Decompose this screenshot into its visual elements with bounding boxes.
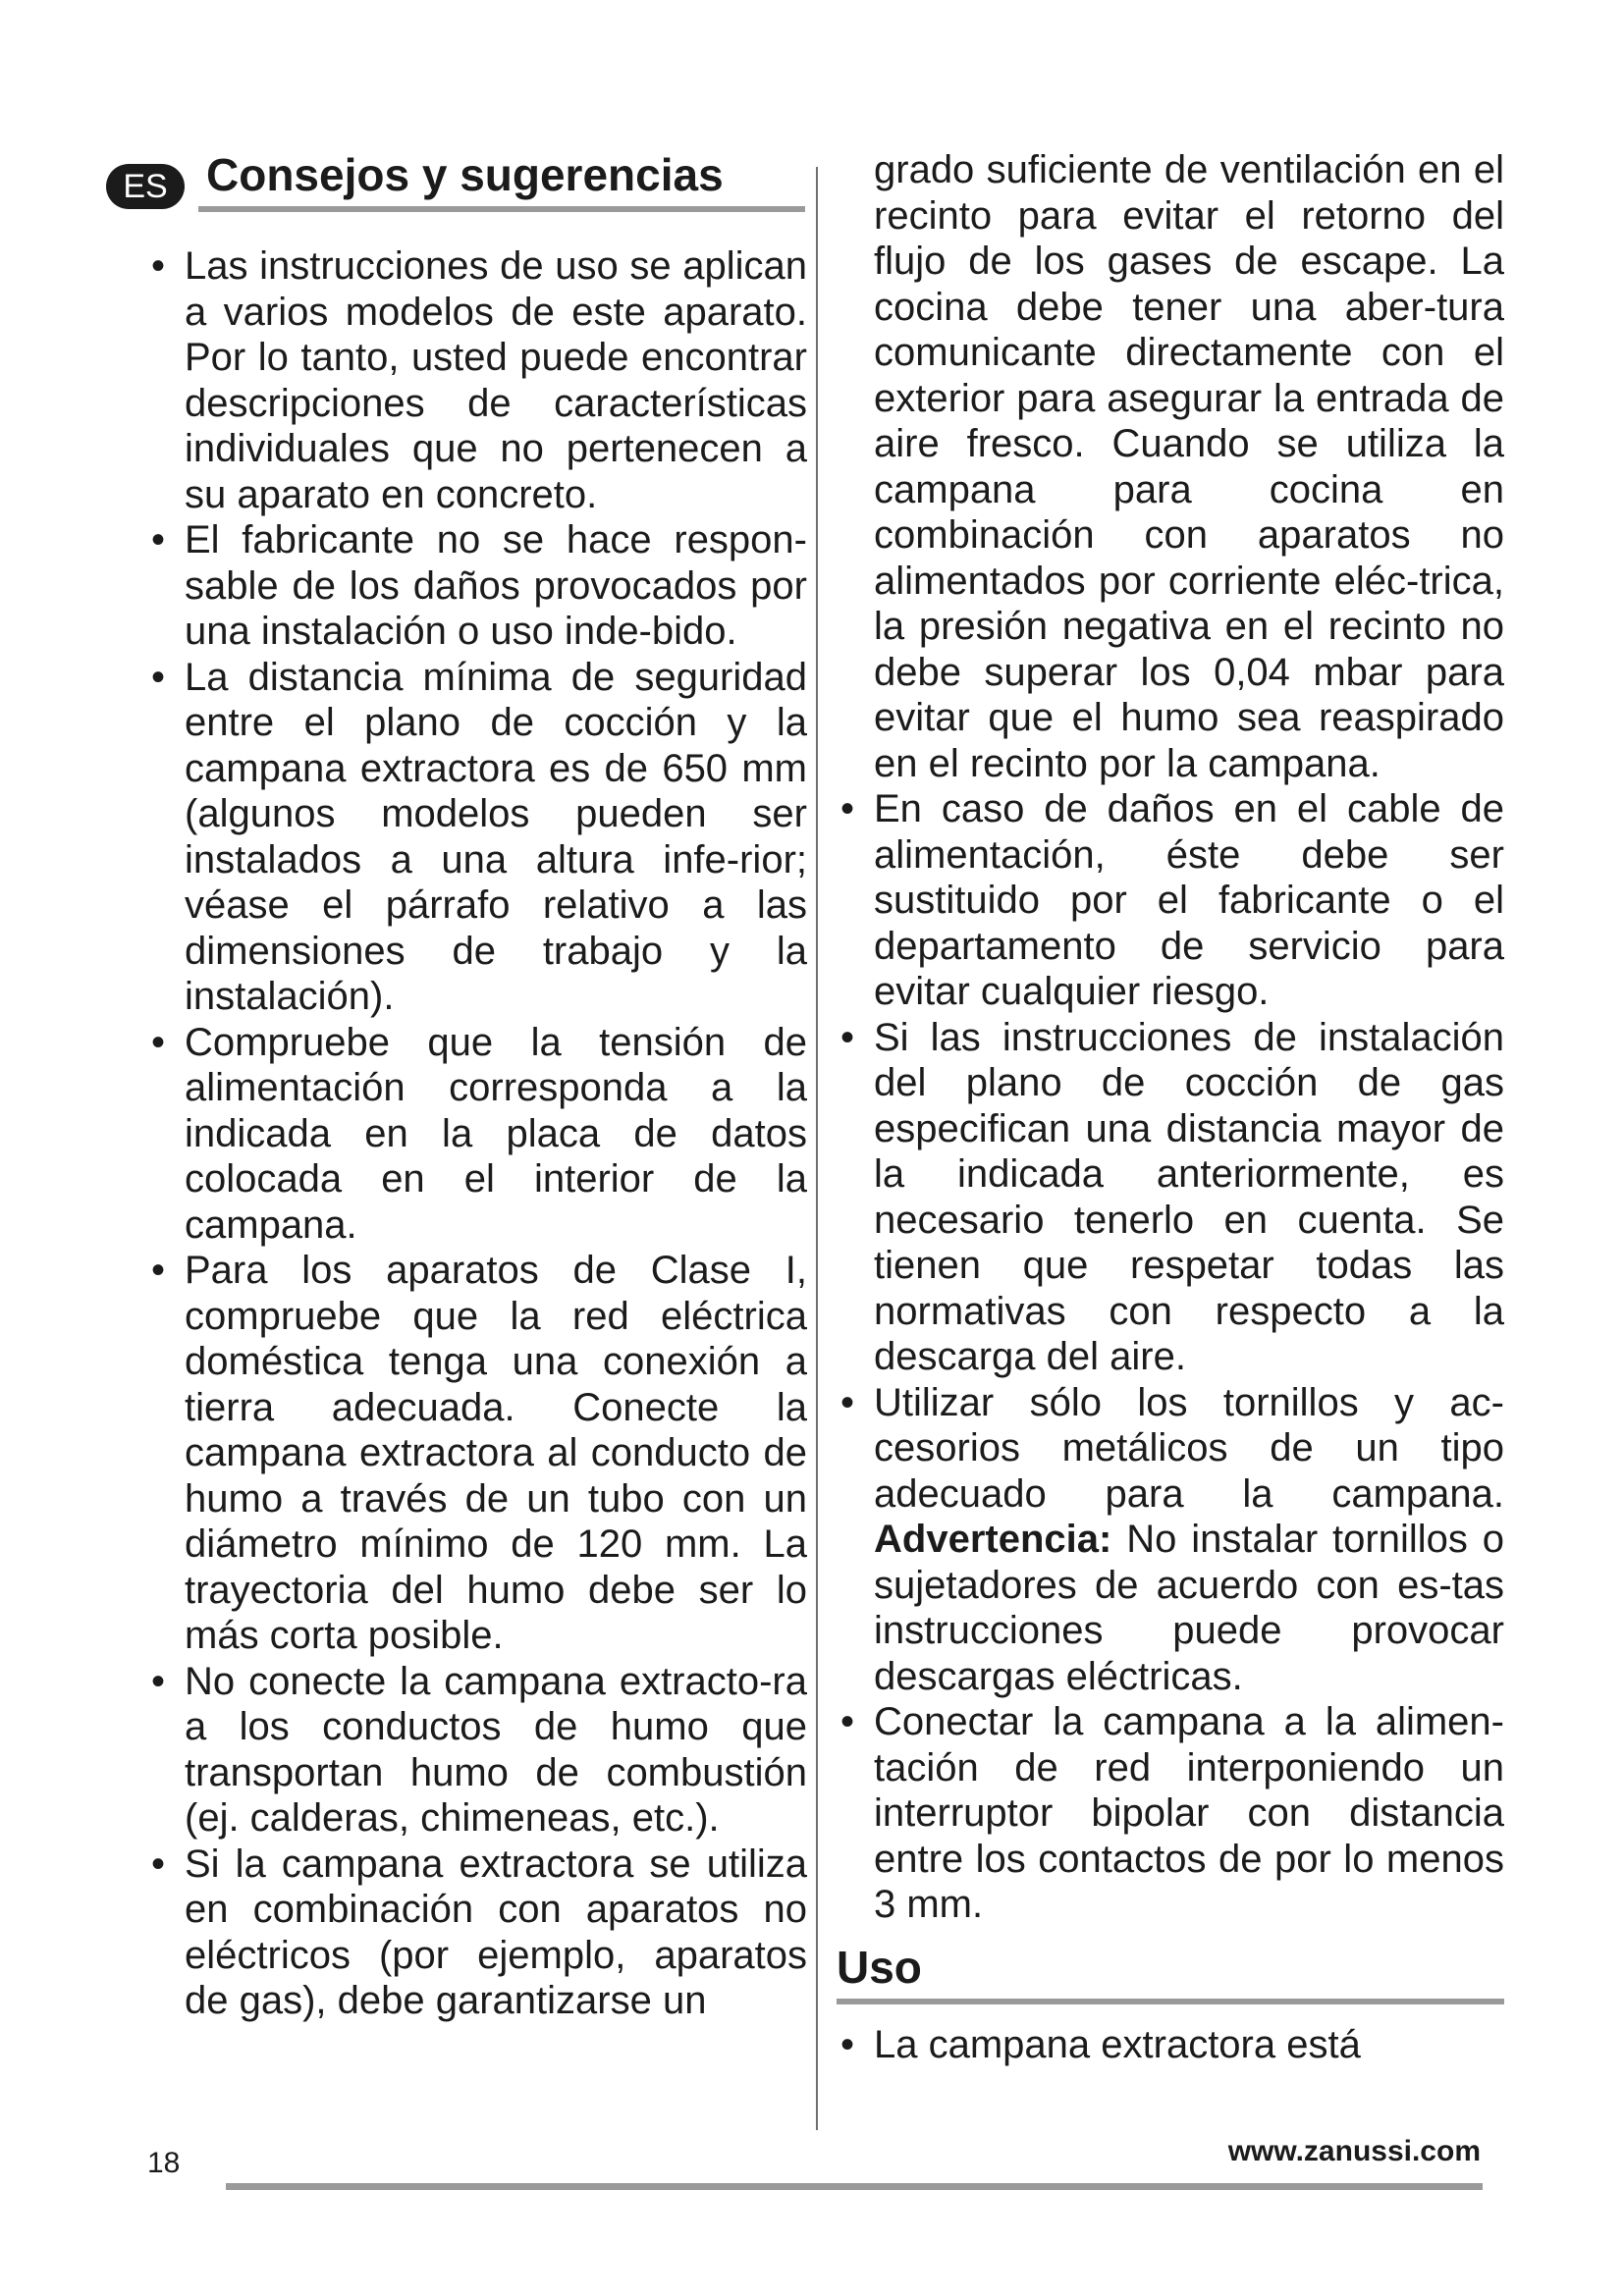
uso-rule xyxy=(837,1999,1504,2004)
list-item: • El fabricante no se hace respon-sable de los daños provocados por una instalación o uso inde-bido. xyxy=(147,517,807,655)
list-item: • Si la campana extractora se utiliza en combinación con aparatos no eléctricos (por ejemplo, aparatos de gas), debe garantizarse un xyxy=(147,1842,807,2024)
continued-paragraph: grado suficiente de ventilación en el recinto para evitar el retorno del flujo de los gases de escape. La cocina debe tener una aber-tura comunicante directamente con el exterior para asegurar la entrada de aire fresco. Cuando se utiliza la campana para cocina en combinación con aparatos no alimentados por corriente eléc-trica, la presión negativa en el recinto no debe superar los 0,04 mbar para evitar que el humo sea reaspirado en el recinto por la campana. xyxy=(874,148,1504,785)
tips-list xyxy=(147,243,807,2024)
footer-rule xyxy=(226,2183,1483,2190)
tips-list-continued xyxy=(837,786,1504,1928)
list-item: • No conecte la campana extracto-ra a los conductos de humo que transportan humo de combustión (ej. calderas, chimeneas, etc.). xyxy=(147,1659,807,1842)
list-item: • Compruebe que la tensión de alimentación corresponda a la indicada en la placa de datos colocada en el interior de la campana. xyxy=(147,1020,807,1249)
section-heading xyxy=(123,147,807,212)
list-item: • Conectar la campana a la alimen-tación de red interponiendo un interruptor bipolar con distancia entre los contactos de por lo menos 3 mm. xyxy=(837,1699,1504,1928)
list-item: • Las instrucciones de uso se aplican a varios modelos de este aparato. Por lo tanto, usted puede encontrar descripciones de características individuales que no pertenecen a su aparato en concreto. xyxy=(147,243,807,517)
list-item-screws xyxy=(837,1380,1504,1700)
left-column xyxy=(123,147,807,2024)
uso-list xyxy=(837,2022,1504,2068)
column-divider xyxy=(816,167,818,2130)
section-title: Consejos y sugerencias xyxy=(206,149,724,200)
website-link: www.zanussi.com xyxy=(1227,2135,1481,2167)
list-item: • La campana extractora está xyxy=(837,2022,1504,2068)
right-column xyxy=(837,147,1504,2067)
screws-text: Utilizar sólo los tornillos y ac-cesorios metálicos de un tipo adecuado para la campana. xyxy=(874,1380,1504,1516)
list-item: • Para los aparatos de Clase I, compruebe que la red eléctrica doméstica tenga una conexión a tierra adecuada. Conecte la campana extractora al conducto de humo a través de un tubo con un diámetro mínimo de 120 mm. La trayectoria del humo debe ser lo más corta posible. xyxy=(147,1248,807,1659)
list-item: • Si las instrucciones de instalación del plano de cocción de gas especifican una distancia mayor de la indicada anteriormente, es necesario tenerlo en cuenta. Se tienen que respetar todas las normativas con respecto a la descarga del aire. xyxy=(837,1015,1504,1380)
page-number: 18 xyxy=(147,2147,181,2179)
list-item: • La distancia mínima de seguridad entre el plano de cocción y la campana extractora es de 650 mm (algunos modelos pueden ser instalados a una altura infe-rior; véase el párrafo relativo a las dimensiones de trabajo y la instalación). xyxy=(147,655,807,1020)
warning-text: No instalar tornillos o sujetadores de acuerdo con es-tas instrucciones puede provocar descargas eléctricas. xyxy=(874,1518,1504,1698)
list-item: • En caso de daños en el cable de alimentación, éste debe ser sustituido por el fabricante o el departamento de servicio para evitar cualquier riesgo. xyxy=(837,786,1504,1015)
uso-section xyxy=(837,1940,1504,2068)
uso-title: Uso xyxy=(837,1941,922,1993)
heading-rule xyxy=(198,206,805,212)
language-badge: ES xyxy=(106,164,185,209)
warning-label: Advertencia: xyxy=(874,1518,1112,1561)
